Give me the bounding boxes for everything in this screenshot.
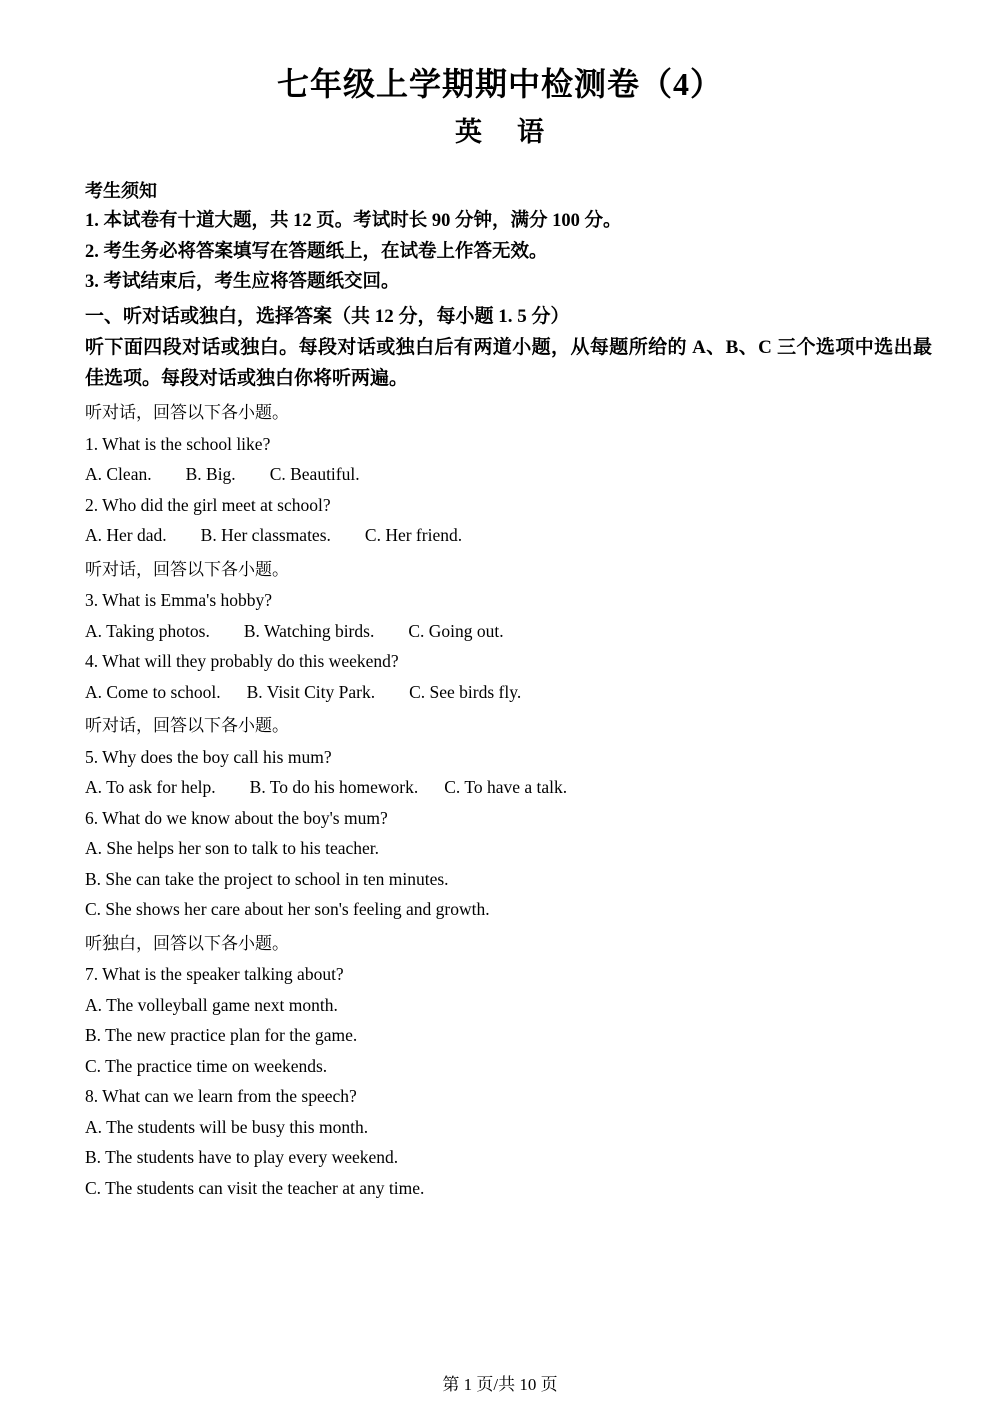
question-8-option-a[interactable]: A. The students will be busy this month. (85, 1116, 369, 1137)
question-options-4 (85, 677, 932, 708)
option-a[interactable]: A. Clean. (85, 464, 152, 485)
listen-lead-3: 听对话，回答以下各小题。 (85, 716, 289, 736)
question-6-option-c[interactable]: C. She shows her care about her son's feeling and growth. (85, 899, 490, 920)
subject-char-left: 英 (455, 117, 483, 147)
question-7-option-a[interactable]: A. The volleyball game next month. (85, 994, 338, 1015)
section-one-instruction: 听下面四段对话或独白。每段对话或独白后有两道小题，从每题所给的 A、B、C 三个选项中选出最佳选项。每段对话或独白你将听两遍。 (85, 337, 932, 390)
question-stem-4: 4. What will they probably do this weekend? (85, 651, 399, 672)
question-7-option-c[interactable]: C. The practice time on weekends. (85, 1055, 328, 1076)
question-options-2 (85, 520, 932, 551)
option-b[interactable]: B. Big. (185, 464, 236, 485)
option-b[interactable]: B. Visit City Park. (246, 681, 376, 702)
exam-content (62, 150, 938, 1204)
option-b[interactable]: B. Watching birds. (243, 620, 375, 641)
question-stem-8: 8. What can we learn from the speech? (85, 1086, 357, 1107)
option-c[interactable]: C. Her friend. (364, 525, 463, 546)
listen-lead-1: 听对话，回答以下各小题。 (85, 403, 289, 423)
question-stem-3: 3. What is Emma's hobby? (85, 590, 273, 611)
question-options-1 (85, 459, 932, 490)
question-stem-1: 1. What is the school like? (85, 433, 271, 454)
question-6-option-a[interactable]: A. She helps her son to talk to his teacher. (85, 838, 380, 859)
question-options-5 (85, 772, 932, 803)
page-title: 七年级上学期期中检测卷（4） (276, 66, 723, 102)
question-options-3 (85, 616, 932, 647)
notice-item-3: 3. 考试结束后，考生应将答题纸交回。 (85, 272, 400, 293)
listen-lead-2: 听对话，回答以下各小题。 (85, 559, 289, 579)
question-stem-7: 7. What is the speaker talking about? (85, 964, 344, 985)
subject-title (62, 104, 938, 150)
notice-item-2: 2. 考生务必将答案填写在答题纸上，在试卷上作答无效。 (85, 241, 548, 262)
option-b[interactable]: B. Her classmates. (200, 525, 331, 546)
option-a[interactable]: A. Come to school. (85, 681, 221, 702)
question-stem-5: 5. Why does the boy call his mum? (85, 746, 332, 767)
question-stem-2: 2. Who did the girl meet at school? (85, 494, 331, 515)
option-a[interactable]: A. Taking photos. (85, 620, 210, 641)
option-c[interactable]: C. Going out. (408, 620, 504, 641)
question-stem-6: 6. What do we know about the boy's mum? (85, 807, 388, 828)
option-a[interactable]: A. Her dad. (85, 525, 167, 546)
question-7-option-b[interactable]: B. The new practice plan for the game. (85, 1025, 358, 1046)
notice-item-1: 1. 本试卷有十道大题，共 12 页。考试时长 90 分钟，满分 100 分。 (85, 211, 622, 232)
option-c[interactable]: C. See birds fly. (409, 681, 522, 702)
subject-char-right: 语 (517, 117, 545, 147)
page-footer: 第 1 页/共 10 页 (442, 1374, 558, 1394)
question-8-option-c[interactable]: C. The students can visit the teacher at any time. (85, 1177, 425, 1198)
option-a[interactable]: A. To ask for help. (85, 777, 216, 798)
listen-lead-4: 听独白，回答以下各小题。 (85, 933, 289, 953)
option-c[interactable]: C. Beautiful. (269, 464, 360, 485)
notice-heading: 考生须知 (85, 180, 157, 201)
question-6-option-b[interactable]: B. She can take the project to school in ten minutes. (85, 868, 449, 889)
option-b[interactable]: B. To do his homework. (249, 777, 419, 798)
section-one-heading: 一、听对话或独白，选择答案（共 12 分，每小题 1. 5 分） (85, 305, 570, 327)
question-8-option-b[interactable]: B. The students have to play every weekend. (85, 1147, 399, 1168)
option-c[interactable]: C. To have a talk. (444, 777, 568, 798)
